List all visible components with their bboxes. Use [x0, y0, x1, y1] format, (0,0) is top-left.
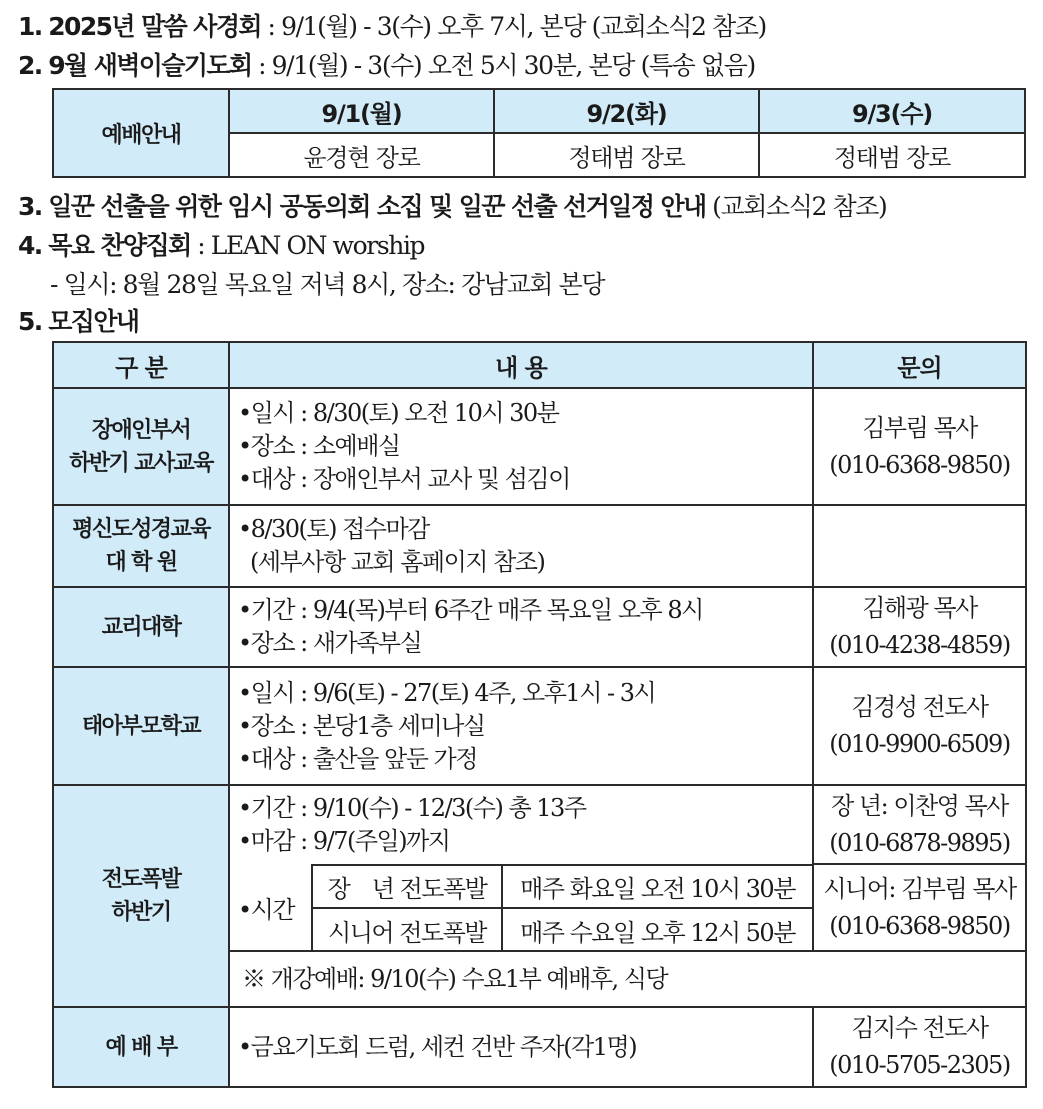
table-row — [53, 667, 1026, 785]
notice-4-title: 목요 찬양집회 — [48, 231, 191, 260]
schedule-adult-when: 매주 화요일 오전 10시 30분 — [502, 865, 812, 908]
row-content: •8/30(토) 접수마감 (세부사항 교회 홈페이지 참조) — [229, 505, 813, 587]
notice-2-title: 9월 새벽이슬기도회 — [48, 51, 252, 80]
table-row — [53, 388, 1026, 505]
header-contact: 문의 — [813, 342, 1026, 388]
worship-day-2: 9/2(화) — [494, 89, 759, 133]
row-category: 전도폭발 하반기 — [53, 785, 229, 1007]
row-content: •기간 : 9/4(목)부터 6주간 매주 목요일 오후 8시 •장소 : 새가족부실 — [229, 587, 813, 667]
notice-1-detail: : 9/1(월) - 3(수) 오후 7시, 본당 (교회소식2 참조) — [260, 12, 766, 41]
recruit-table — [52, 341, 1027, 1088]
worship-table — [52, 88, 1026, 178]
row-content: •기간 : 9/10(수) - 12/3(수) 총 13주 •마감 : 9/7(주일)까지 — [229, 785, 813, 864]
table-row — [53, 785, 1026, 864]
schedule-cell — [229, 864, 813, 951]
notice-1: 1. 2025년 말씀 사경회 : 9/1(월) - 3(수) 오후 7시, 본당 (교회소식2 참조) — [18, 12, 766, 41]
worship-day-3: 9/3(수) — [759, 89, 1025, 133]
header-content: 내 용 — [229, 342, 813, 388]
row-contact — [813, 505, 1026, 587]
row-contact-adult: 장 년: 이찬영 목사 (010-6878-9895) — [813, 785, 1026, 864]
notice-5-title: 모집안내 — [48, 307, 139, 336]
worship-leader-2: 정태범 장로 — [494, 133, 759, 177]
worship-leader-1: 윤경현 장로 — [229, 133, 494, 177]
row-category: 교리대학 — [53, 587, 229, 667]
table-row — [53, 505, 1026, 587]
row-content: •금요기도회 드럼, 세컨 건반 주자(각1명) — [229, 1007, 813, 1087]
header-category: 구 분 — [53, 342, 229, 388]
row-category: 장애인부서 하반기 교사교육 — [53, 388, 229, 505]
row-category: 예 배 부 — [53, 1007, 229, 1087]
notice-4-sub: - 일시: 8월 28일 목요일 저녁 8시, 장소: 강남교회 본당 — [50, 270, 605, 299]
worship-leader-3: 정태범 장로 — [759, 133, 1025, 177]
row-note: ※ 개강예배: 9/10(수) 수요1부 예배후, 식당 — [229, 951, 1026, 1007]
row-category: 평신도성경교육 대 학 원 — [53, 505, 229, 587]
row-content: •일시 : 9/6(토) - 27(토) 4주, 오후1시 - 3시 •장소 : 본당1층 세미나실 •대상 : 출산을 앞둔 가정 — [229, 667, 813, 785]
notice-4-detail: : LEAN ON worship — [190, 231, 425, 260]
table-row — [53, 587, 1026, 667]
notice-3-title: 일꾼 선출을 위한 임시 공동의회 소집 및 일꾼 선출 선거일정 안내 — [48, 192, 706, 221]
row-contact: 김경성 전도사 (010-9900-6509) — [813, 667, 1026, 785]
notice-2-detail: : 9/1(월) - 3(수) 오전 5시 30분, 본당 (특송 없음) — [251, 51, 755, 80]
worship-day-1: 9/1(월) — [229, 89, 494, 133]
notice-4: 4. 목요 찬양집회 : LEAN ON worship — [18, 231, 425, 260]
row-contact-senior: 시니어: 김부림 목사 (010-6368-9850) — [813, 864, 1026, 951]
notice-3-detail: (교회소식2 참조) — [705, 192, 887, 221]
row-contact: 김해광 목사 (010-4238-4859) — [813, 587, 1026, 667]
row-contact: 김지수 전도사 (010-5705-2305) — [813, 1007, 1026, 1087]
notice-2: 2. 9월 새벽이슬기도회 : 9/1(월) - 3(수) 오전 5시 30분, 본당 (특송 없음) — [18, 51, 755, 80]
row-content: •일시 : 8/30(토) 오전 10시 30분 •장소 : 소예배실 •대상 : 장애인부서 교사 및 섬김이 — [229, 388, 813, 505]
schedule-senior-name: 시니어 전도폭발 — [312, 908, 502, 951]
table-row — [53, 1007, 1026, 1087]
worship-label: 예배안내 — [53, 89, 229, 177]
schedule-adult-name: 장 년 전도폭발 — [312, 865, 502, 908]
notice-5: 5. 모집안내 — [18, 307, 139, 336]
row-category: 태아부모학교 — [53, 667, 229, 785]
row-contact: 김부림 목사 (010-6368-9850) — [813, 388, 1026, 505]
schedule-senior-when: 매주 수요일 오후 12시 50분 — [502, 908, 812, 951]
schedule-table — [311, 864, 812, 951]
time-label: •시간 — [238, 895, 295, 924]
notice-3: 3. 일꾼 선출을 위한 임시 공동의회 소집 및 일꾼 선출 선거일정 안내 (교회소식2 참조) — [18, 192, 887, 221]
notice-1-title: 2025년 말씀 사경회 — [48, 12, 261, 41]
